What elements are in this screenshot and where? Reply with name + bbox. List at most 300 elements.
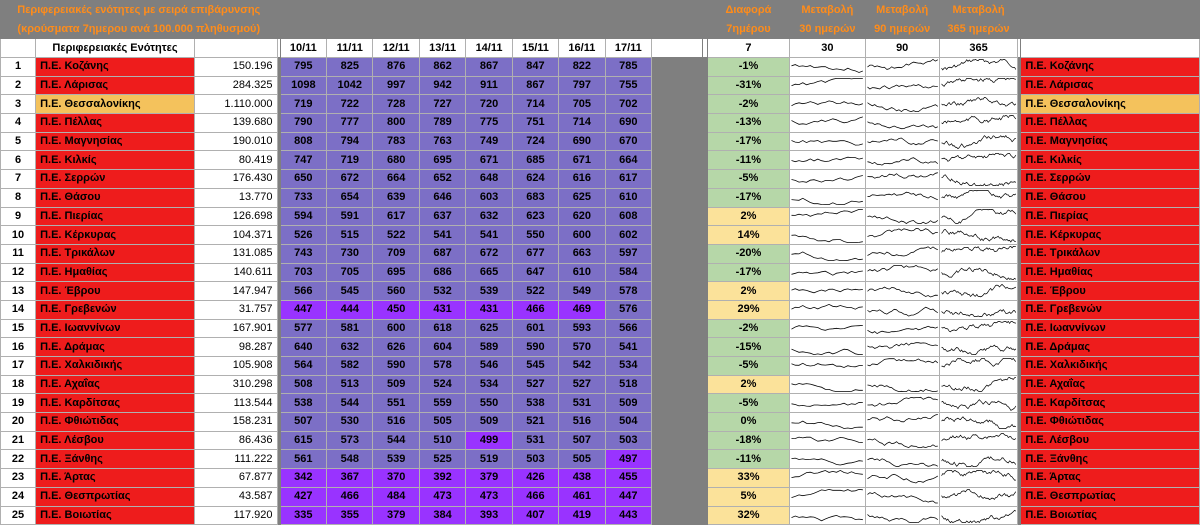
row-index: 13 — [1, 282, 36, 301]
sparkline-chart — [790, 283, 864, 300]
period-header: 365 — [939, 39, 1017, 58]
daily-value: 709 — [373, 244, 419, 263]
unit-name-right: Π.Ε. Μαγνησίας — [1021, 132, 1200, 151]
daily-value: 705 — [327, 263, 373, 282]
diff-value: -5% — [707, 357, 790, 376]
daily-value: 516 — [373, 413, 419, 432]
diff-value: -13% — [707, 114, 790, 133]
daily-value: 783 — [373, 132, 419, 151]
sparkline-chart — [790, 58, 864, 75]
daily-value: 665 — [466, 263, 512, 282]
daily-value: 825 — [327, 58, 373, 77]
sparkline-chart — [940, 264, 1017, 281]
daily-value: 720 — [466, 95, 512, 114]
sparkline-365 — [939, 58, 1017, 77]
sparkline-chart — [940, 133, 1017, 150]
daily-value: 705 — [559, 95, 605, 114]
unit-name-right: Π.Ε. Χαλκιδικής — [1021, 357, 1200, 376]
daily-value: 625 — [466, 319, 512, 338]
unit-name: Π.Ε. Τρικάλων — [36, 244, 195, 263]
daily-value: 443 — [605, 506, 651, 525]
diff-value: -20% — [707, 244, 790, 263]
population-value: 113.544 — [194, 394, 277, 413]
daily-value: 503 — [605, 431, 651, 450]
daily-value: 942 — [419, 76, 465, 95]
m365-header-2: 365 ημερών — [939, 20, 1017, 39]
sparkline-chart — [940, 469, 1017, 486]
m30-header-1: Μεταβολή — [790, 1, 865, 20]
population-value: 67.877 — [194, 469, 277, 488]
daily-value: 538 — [280, 394, 326, 413]
unit-name-right: Π.Ε. Φθιώτιδας — [1021, 413, 1200, 432]
daily-value: 370 — [373, 469, 419, 488]
sparkline-chart — [790, 376, 864, 393]
sparkline-30 — [790, 338, 865, 357]
diff-value: 14% — [707, 226, 790, 245]
row-index: 12 — [1, 263, 36, 282]
daily-value: 727 — [419, 95, 465, 114]
sparkline-chart — [790, 96, 864, 113]
table-row — [1, 58, 1200, 77]
sparkline-365 — [939, 450, 1017, 469]
diff-value: -17% — [707, 132, 790, 151]
daily-value: 650 — [280, 170, 326, 189]
daily-value: 589 — [466, 338, 512, 357]
sparkline-chart — [866, 58, 939, 75]
daily-value: 795 — [280, 58, 326, 77]
unit-name-right: Π.Ε. Ημαθίας — [1021, 263, 1200, 282]
daily-value: 518 — [605, 375, 651, 394]
sparkline-chart — [940, 376, 1017, 393]
sparkline-365 — [939, 357, 1017, 376]
unit-name: Π.Ε. Φθιώτιδας — [36, 413, 195, 432]
daily-value: 620 — [559, 207, 605, 226]
unit-name: Π.Ε. Βοιωτίας — [36, 506, 195, 525]
daily-value: 539 — [466, 282, 512, 301]
period-header: 90 — [865, 39, 939, 58]
unit-name-right: Π.Ε. Λάρισας — [1021, 76, 1200, 95]
daily-value: 690 — [559, 132, 605, 151]
daily-value: 524 — [419, 375, 465, 394]
sparkline-chart — [866, 208, 939, 225]
daily-value: 538 — [512, 394, 558, 413]
population-value: 43.587 — [194, 487, 277, 506]
daily-value: 578 — [605, 282, 651, 301]
spacer — [652, 170, 703, 189]
diff-value: -31% — [707, 76, 790, 95]
daily-value: 617 — [373, 207, 419, 226]
sparkline-chart — [940, 283, 1017, 300]
row-index: 4 — [1, 114, 36, 133]
daily-value: 590 — [373, 357, 419, 376]
table-row — [1, 207, 1200, 226]
unit-name: Π.Ε. Καρδίτσας — [36, 394, 195, 413]
unit-name: Π.Ε. Κέρκυρας — [36, 226, 195, 245]
sparkline-90 — [865, 431, 939, 450]
sparkline-90 — [865, 188, 939, 207]
unit-name-right: Π.Ε. Λέσβου — [1021, 431, 1200, 450]
daily-value: 775 — [466, 114, 512, 133]
sparkline-30 — [790, 431, 865, 450]
table-row — [1, 170, 1200, 189]
row-index: 21 — [1, 431, 36, 450]
daily-value: 431 — [419, 300, 465, 319]
daily-value: 564 — [280, 357, 326, 376]
daily-value: 573 — [327, 431, 373, 450]
diff-value: 2% — [707, 282, 790, 301]
daily-value: 911 — [466, 76, 512, 95]
daily-value: 625 — [559, 188, 605, 207]
daily-value: 672 — [466, 244, 512, 263]
daily-value: 789 — [419, 114, 465, 133]
unit-name-right: Π.Ε. Ιωαννίνων — [1021, 319, 1200, 338]
row-index: 15 — [1, 319, 36, 338]
daily-value: 367 — [327, 469, 373, 488]
sparkline-365 — [939, 244, 1017, 263]
daily-value: 797 — [559, 76, 605, 95]
daily-value: 466 — [512, 487, 558, 506]
daily-value: 794 — [327, 132, 373, 151]
sparkline-90 — [865, 58, 939, 77]
population-value: 105.908 — [194, 357, 277, 376]
daily-value: 379 — [466, 469, 512, 488]
population-value: 310.298 — [194, 375, 277, 394]
date-header: 17/11 — [605, 39, 651, 58]
unit-name: Π.Ε. Ιωαννίνων — [36, 319, 195, 338]
population-value: 167.901 — [194, 319, 277, 338]
daily-value: 507 — [280, 413, 326, 432]
unit-name: Π.Ε. Κιλκίς — [36, 151, 195, 170]
spacer — [652, 300, 703, 319]
unit-name: Π.Ε. Άρτας — [36, 469, 195, 488]
daily-value: 534 — [605, 357, 651, 376]
daily-value: 484 — [373, 487, 419, 506]
sparkline-365 — [939, 375, 1017, 394]
table-row — [1, 244, 1200, 263]
daily-value: 525 — [419, 450, 465, 469]
sparkline-90 — [865, 114, 939, 133]
sparkline-chart — [790, 114, 864, 131]
diff-value: 2% — [707, 375, 790, 394]
daily-value: 733 — [280, 188, 326, 207]
daily-value: 578 — [419, 357, 465, 376]
daily-value: 690 — [605, 114, 651, 133]
table-row — [1, 413, 1200, 432]
daily-value: 808 — [280, 132, 326, 151]
population-value: 31.757 — [194, 300, 277, 319]
sparkline-chart — [790, 395, 864, 412]
unit-name-right: Π.Ε. Δράμας — [1021, 338, 1200, 357]
unit-name-right: Π.Ε. Βοιωτίας — [1021, 506, 1200, 525]
diff-value: 2% — [707, 207, 790, 226]
daily-value: 695 — [419, 151, 465, 170]
table-row — [1, 282, 1200, 301]
daily-value: 800 — [373, 114, 419, 133]
daily-value: 499 — [466, 431, 512, 450]
unit-name: Π.Ε. Πέλλας — [36, 114, 195, 133]
sparkline-365 — [939, 170, 1017, 189]
sparkline-90 — [865, 300, 939, 319]
daily-value: 617 — [605, 170, 651, 189]
daily-value: 466 — [512, 300, 558, 319]
diff-value: -17% — [707, 263, 790, 282]
daily-value: 639 — [373, 188, 419, 207]
table-row — [1, 431, 1200, 450]
daily-value: 427 — [280, 487, 326, 506]
daily-value: 594 — [280, 207, 326, 226]
daily-value: 461 — [559, 487, 605, 506]
population-value: 1.110.000 — [194, 95, 277, 114]
m365-header-1: Μεταβολή — [939, 1, 1017, 20]
daily-value: 608 — [605, 207, 651, 226]
period-header: 30 — [790, 39, 865, 58]
spacer — [652, 431, 703, 450]
sparkline-chart — [866, 227, 939, 244]
sparkline-365 — [939, 413, 1017, 432]
unit-name: Π.Ε. Πιερίας — [36, 207, 195, 226]
sparkline-365 — [939, 95, 1017, 114]
sparkline-chart — [790, 320, 864, 337]
daily-value: 722 — [327, 95, 373, 114]
sparkline-chart — [940, 395, 1017, 412]
row-index: 6 — [1, 151, 36, 170]
daily-value: 544 — [327, 394, 373, 413]
date-header: 11/11 — [327, 39, 373, 58]
daily-value: 602 — [605, 226, 651, 245]
population-value: 190.010 — [194, 132, 277, 151]
sparkline-chart — [940, 339, 1017, 356]
daily-value: 1042 — [327, 76, 373, 95]
sparkline-chart — [866, 320, 939, 337]
daily-value: 695 — [373, 263, 419, 282]
sparkline-chart — [790, 264, 864, 281]
sparkline-30 — [790, 132, 865, 151]
daily-value: 591 — [327, 207, 373, 226]
unit-name-right: Π.Ε. Αχαΐας — [1021, 375, 1200, 394]
daily-value: 473 — [466, 487, 512, 506]
daily-value: 508 — [280, 375, 326, 394]
row-index: 10 — [1, 226, 36, 245]
sparkline-chart — [790, 77, 864, 94]
population-header — [194, 39, 277, 58]
daily-value: 566 — [280, 282, 326, 301]
daily-value: 455 — [605, 469, 651, 488]
row-index: 2 — [1, 76, 36, 95]
sparkline-chart — [866, 357, 939, 374]
header-spacer — [1021, 39, 1200, 58]
sparkline-90 — [865, 487, 939, 506]
row-index: 22 — [1, 450, 36, 469]
sparkline-chart — [866, 96, 939, 113]
unit-name: Π.Ε. Λέσβου — [36, 431, 195, 450]
spacer — [652, 151, 703, 170]
daily-value: 593 — [559, 319, 605, 338]
sparkline-30 — [790, 450, 865, 469]
daily-value: 545 — [512, 357, 558, 376]
population-value: 111.222 — [194, 450, 277, 469]
sparkline-30 — [790, 188, 865, 207]
row-index: 19 — [1, 394, 36, 413]
daily-value: 431 — [466, 300, 512, 319]
diff-value: -11% — [707, 450, 790, 469]
daily-value: 728 — [373, 95, 419, 114]
daily-value: 683 — [512, 188, 558, 207]
daily-value: 664 — [605, 151, 651, 170]
sparkline-chart — [866, 395, 939, 412]
daily-value: 686 — [419, 263, 465, 282]
diff-value: 32% — [707, 506, 790, 525]
sparkline-chart — [940, 320, 1017, 337]
population-value: 176.430 — [194, 170, 277, 189]
row-index: 3 — [1, 95, 36, 114]
sparkline-chart — [940, 227, 1017, 244]
date-header: 15/11 — [512, 39, 558, 58]
population-value: 104.371 — [194, 226, 277, 245]
sparkline-chart — [866, 114, 939, 131]
daily-value: 566 — [605, 319, 651, 338]
sparkline-chart — [866, 170, 939, 187]
diff-header-1: Διαφορά — [707, 1, 790, 20]
spacer — [652, 188, 703, 207]
daily-value: 444 — [327, 300, 373, 319]
daily-value: 550 — [466, 394, 512, 413]
sparkline-chart — [940, 170, 1017, 187]
unit-name-right: Π.Ε. Καρδίτσας — [1021, 394, 1200, 413]
row-index: 16 — [1, 338, 36, 357]
daily-value: 867 — [512, 76, 558, 95]
daily-value: 601 — [512, 319, 558, 338]
unit-name: Π.Ε. Χαλκιδικής — [36, 357, 195, 376]
sparkline-90 — [865, 170, 939, 189]
table-row — [1, 300, 1200, 319]
table-subtitle: (κρούσματα 7ημερου ανά 100.000 πληθυσμού) — [1, 20, 278, 39]
sparkline-90 — [865, 282, 939, 301]
daily-value: 677 — [512, 244, 558, 263]
spacer — [652, 413, 703, 432]
diff-value: -11% — [707, 151, 790, 170]
sparkline-chart — [940, 58, 1017, 75]
sparkline-chart — [866, 413, 939, 430]
table-row — [1, 188, 1200, 207]
daily-value: 551 — [373, 394, 419, 413]
sparkline-90 — [865, 357, 939, 376]
diff-value: -2% — [707, 95, 790, 114]
population-value: 158.231 — [194, 413, 277, 432]
unit-name-right: Π.Ε. Θεσπρωτίας — [1021, 487, 1200, 506]
daily-value: 505 — [419, 413, 465, 432]
population-value: 86.436 — [194, 431, 277, 450]
sparkline-90 — [865, 226, 939, 245]
unit-name-right: Π.Ε. Θάσου — [1021, 188, 1200, 207]
daily-value: 426 — [512, 469, 558, 488]
row-index: 25 — [1, 506, 36, 525]
daily-value: 685 — [512, 151, 558, 170]
daily-value: 664 — [373, 170, 419, 189]
daily-value: 521 — [512, 413, 558, 432]
spacer — [652, 506, 703, 525]
sparkline-chart — [940, 77, 1017, 94]
daily-value: 785 — [605, 58, 651, 77]
sparkline-chart — [940, 152, 1017, 169]
table-row — [1, 357, 1200, 376]
unit-name: Π.Ε. Έβρου — [36, 282, 195, 301]
daily-value: 652 — [419, 170, 465, 189]
sparkline-90 — [865, 132, 939, 151]
unit-name: Π.Ε. Ξάνθης — [36, 450, 195, 469]
sparkline-chart — [866, 469, 939, 486]
daily-value: 632 — [466, 207, 512, 226]
sparkline-chart — [940, 357, 1017, 374]
daily-value: 847 — [512, 58, 558, 77]
daily-value: 342 — [280, 469, 326, 488]
daily-value: 531 — [559, 394, 605, 413]
daily-value: 530 — [327, 413, 373, 432]
sparkline-30 — [790, 394, 865, 413]
daily-value: 703 — [280, 263, 326, 282]
daily-value: 560 — [373, 282, 419, 301]
unit-name-right: Π.Ε. Έβρου — [1021, 282, 1200, 301]
daily-value: 862 — [419, 58, 465, 77]
spacer — [652, 487, 703, 506]
daily-value: 616 — [559, 170, 605, 189]
row-index: 9 — [1, 207, 36, 226]
table-row — [1, 506, 1200, 525]
sparkline-365 — [939, 151, 1017, 170]
daily-value: 997 — [373, 76, 419, 95]
diff-value: -5% — [707, 394, 790, 413]
daily-value: 515 — [327, 226, 373, 245]
unit-name: Π.Ε. Δράμας — [36, 338, 195, 357]
row-index: 24 — [1, 487, 36, 506]
daily-value: 702 — [605, 95, 651, 114]
sparkline-90 — [865, 394, 939, 413]
daily-value: 542 — [559, 357, 605, 376]
daily-value: 335 — [280, 506, 326, 525]
sparkline-chart — [790, 451, 864, 468]
daily-value: 626 — [373, 338, 419, 357]
daily-value: 407 — [512, 506, 558, 525]
sparkline-chart — [790, 245, 864, 262]
row-index: 20 — [1, 413, 36, 432]
spacer — [652, 76, 703, 95]
daily-value: 670 — [605, 132, 651, 151]
sparkline-chart — [790, 432, 864, 449]
daily-value: 541 — [605, 338, 651, 357]
sparkline-365 — [939, 431, 1017, 450]
unit-name-right: Π.Ε. Ξάνθης — [1021, 450, 1200, 469]
sparkline-chart — [790, 357, 864, 374]
daily-value: 576 — [605, 300, 651, 319]
sparkline-365 — [939, 226, 1017, 245]
date-header: 13/11 — [419, 39, 465, 58]
header-spacer — [652, 39, 703, 58]
unit-name: Π.Ε. Κοζάνης — [36, 58, 195, 77]
unit-name: Π.Ε. Θεσπρωτίας — [36, 487, 195, 506]
diff-value: 29% — [707, 300, 790, 319]
sparkline-30 — [790, 170, 865, 189]
daily-value: 724 — [512, 132, 558, 151]
diff-header-2: 7ημέρου — [707, 20, 790, 39]
sparkline-365 — [939, 76, 1017, 95]
daily-value: 637 — [419, 207, 465, 226]
daily-value: 527 — [512, 375, 558, 394]
unit-name-right: Π.Ε. Κιλκίς — [1021, 151, 1200, 170]
sparkline-chart — [790, 227, 864, 244]
daily-value: 584 — [605, 263, 651, 282]
sparkline-chart — [866, 432, 939, 449]
m30-header-2: 30 ημερών — [790, 20, 865, 39]
daily-value: 743 — [280, 244, 326, 263]
